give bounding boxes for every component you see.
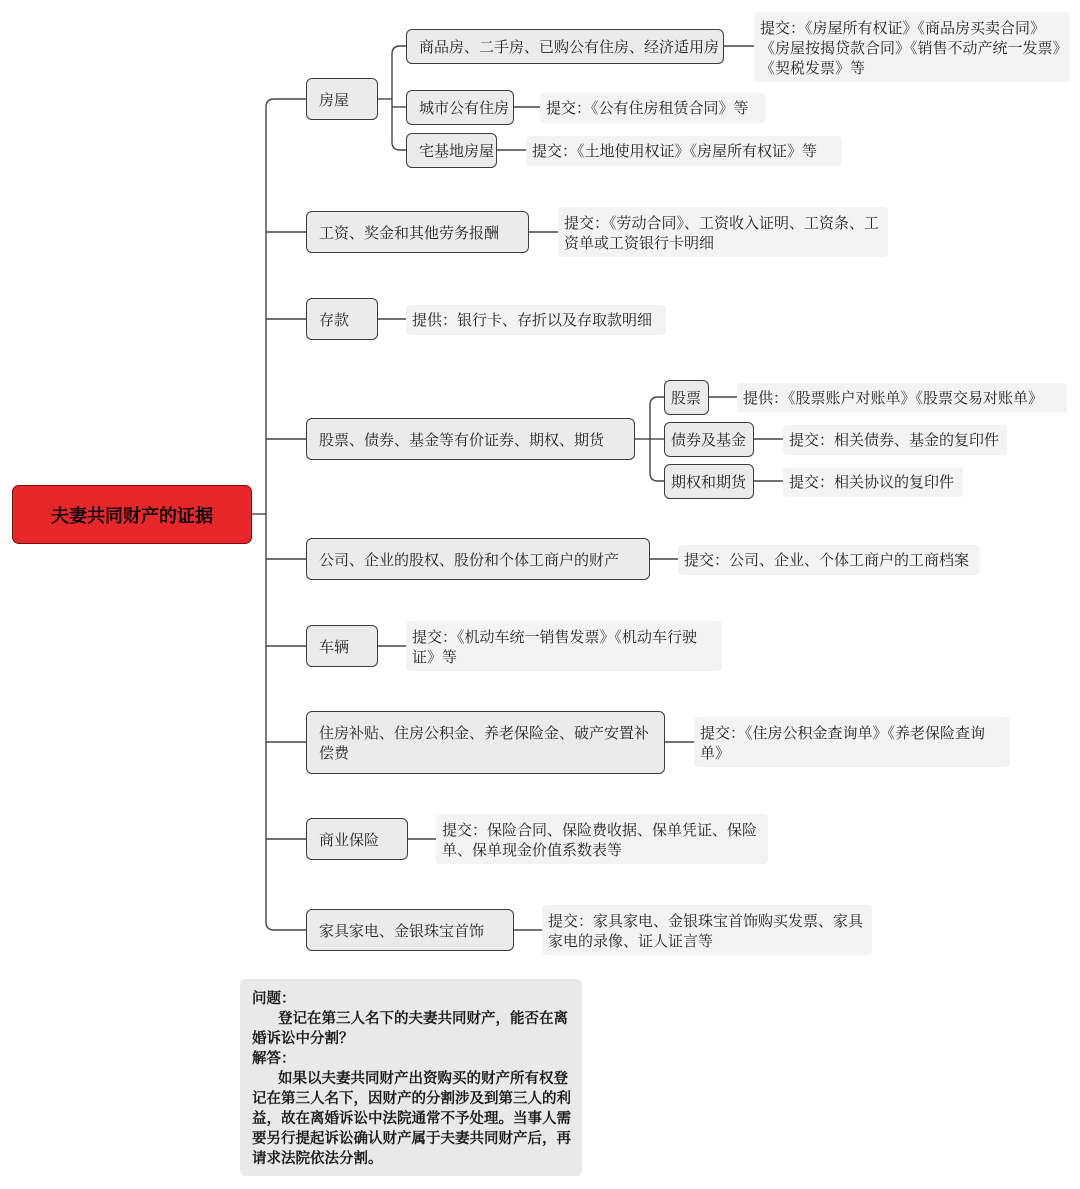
securities-stock-node: 股票 bbox=[664, 380, 709, 415]
branch-deposit: 存款 bbox=[306, 298, 378, 340]
qa-box bbox=[240, 979, 582, 1176]
vehicle-note: 提交：《机动车统一销售发票》《机动车行驶证》等 bbox=[406, 621, 722, 671]
answer-text: 如果以夫妻共同财产出资购买的财产所有权登记在第三人名下，因财产的分割涉及到第三人的利益，故在离婚诉讼中法院通常不予处理。当事人需要另行提起诉讼确认财产属于夫妻共同财产后，再请求法院依法分割。 bbox=[252, 1071, 571, 1167]
branch-vehicle: 车辆 bbox=[306, 625, 378, 667]
question-label: 问题： bbox=[252, 991, 296, 1007]
housing-fund-note: 提交：《住房公积金查询单》《养老保险查询单》 bbox=[694, 717, 1010, 767]
house-homestead-node: 宅基地房屋 bbox=[406, 133, 497, 168]
house-commercial-node: 商品房、二手房、已购公有住房、经济适用房 bbox=[406, 29, 724, 64]
house-public-node: 城市公有住房 bbox=[406, 90, 514, 125]
wages-note: 提交：《劳动合同》、工资收入证明、工资条、工资单或工资银行卡明细 bbox=[558, 207, 888, 257]
house-commercial-note: 提交：《房屋所有权证》《商品房买卖合同》《房屋按揭贷款合同》《销售不动产统一发票》《契税发票》等 bbox=[754, 12, 1070, 82]
root-node: 夫妻共同财产的证据 bbox=[12, 485, 252, 544]
furniture-note: 提交：家具家电、金银珠宝首饰购买发票、家具家电的录像、证人证言等 bbox=[542, 905, 872, 955]
securities-futures-note: 提交：相关协议的复印件 bbox=[783, 467, 963, 497]
company-note: 提交：公司、企业、个体工商户的工商档案 bbox=[678, 545, 980, 575]
securities-futures-node: 期权和期货 bbox=[664, 464, 754, 499]
house-public-note: 提交：《公有住房租赁合同》等 bbox=[540, 93, 766, 123]
house-homestead-note: 提交：《土地使用权证》《房屋所有权证》等 bbox=[526, 136, 842, 166]
securities-stock-note: 提供：《股票账户对账单》《股票交易对账单》 bbox=[737, 383, 1067, 413]
branch-securities: 股票、债券、基金等有价证券、期权、期货 bbox=[306, 418, 635, 460]
securities-bond-node: 债券及基金 bbox=[664, 422, 754, 457]
branch-insurance: 商业保险 bbox=[306, 818, 408, 860]
securities-bond-note: 提交：相关债券、基金的复印件 bbox=[783, 425, 1007, 455]
answer-label: 解答： bbox=[252, 1051, 296, 1067]
branch-housing-fund: 住房补贴、住房公积金、养老保险金、破产安置补偿费 bbox=[306, 711, 665, 774]
branch-house: 房屋 bbox=[306, 78, 378, 120]
insurance-note: 提交：保险合同、保险费收据、保单凭证、保险单、保单现金价值系数表等 bbox=[436, 814, 768, 864]
branch-furniture: 家具家电、金银珠宝首饰 bbox=[306, 909, 514, 951]
deposit-note: 提供：银行卡、存折以及存取款明细 bbox=[406, 305, 666, 335]
branch-company: 公司、企业的股权、股份和个体工商户的财产 bbox=[306, 538, 650, 580]
branch-wages: 工资、奖金和其他劳务报酬 bbox=[306, 211, 529, 253]
question-text: 登记在第三人名下的夫妻共同财产，能否在离婚诉讼中分割？ bbox=[252, 1011, 568, 1047]
